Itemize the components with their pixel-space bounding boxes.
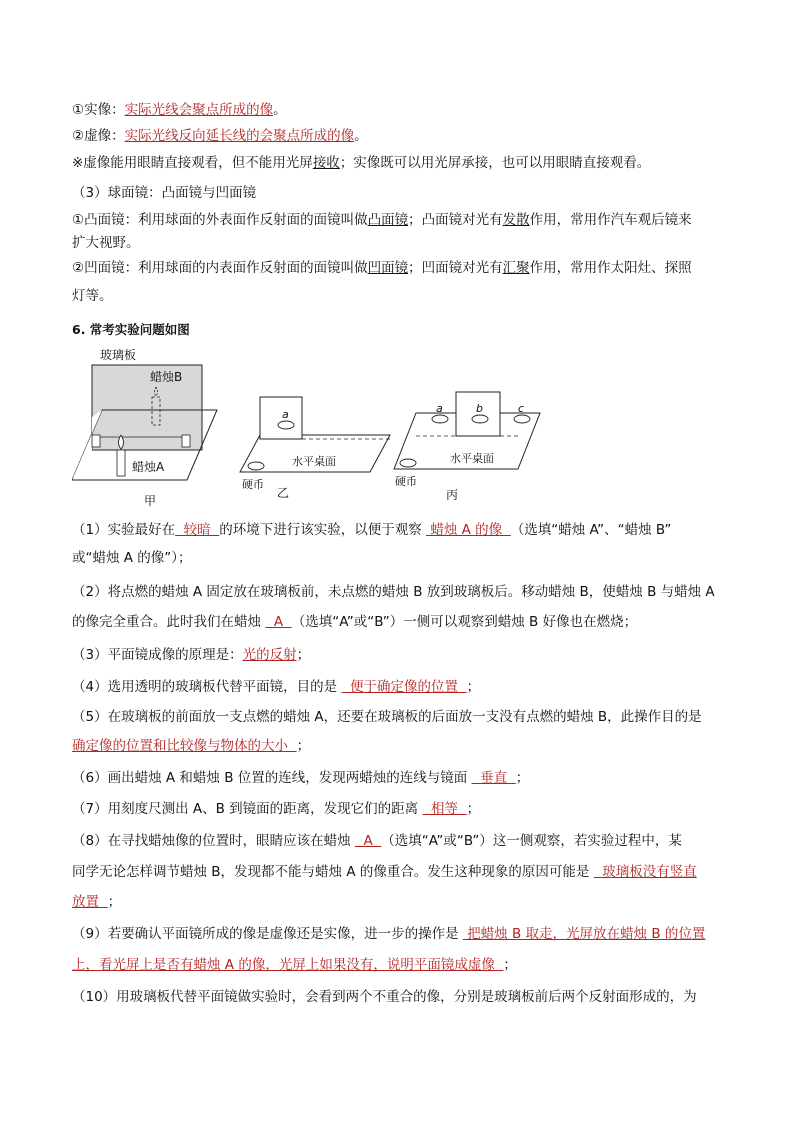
punct: 。	[354, 128, 368, 144]
glass-plate-yi	[260, 397, 302, 439]
label-candle-b: 蜡烛B	[150, 370, 183, 384]
answer-3: 光的反射	[242, 647, 297, 663]
spherical-heading: （3）球面镜：凸面镜与凹面镜	[72, 185, 257, 201]
concave-text: ②凹面镜：利用球面的内表面作反射面的面镜叫做	[72, 260, 368, 276]
answer-1b: 蜡烛 A 的像	[426, 522, 511, 538]
coin-a	[432, 415, 448, 423]
q-text: （4）选用透明的玻璃板代替平面镜，目的是	[72, 679, 342, 695]
q-text: 的像完全重合。此时我们在蜡烛	[72, 614, 266, 630]
question-1	[72, 520, 671, 540]
question-8-line3	[72, 892, 121, 912]
answer-8a: A	[354, 833, 382, 849]
concave-line	[72, 258, 692, 278]
question-3	[72, 645, 310, 665]
question-6	[72, 768, 529, 788]
q-text: 的环境下进行该实验，以便于观察	[219, 522, 427, 538]
clip-right	[182, 435, 190, 447]
q-text: （选填“A”或“B”）一侧可以观察到蜡烛 B 好像也在燃烧；	[291, 614, 638, 630]
candle-a-icon	[117, 450, 125, 476]
q-text: （6）画出蜡烛 A 和蜡烛 B 位置的连线，发现两蜡烛的连线与镜面	[72, 770, 472, 786]
convex-text: ；凸面镜对光有	[408, 212, 503, 228]
answer-7: 相等	[422, 801, 467, 817]
label-coin-yi: 硬币	[242, 478, 264, 491]
caption-jia: 甲	[144, 494, 157, 508]
label-a-yi: a	[282, 408, 289, 421]
question-5: （5）在玻璃板的前面放一支点燃的蜡烛 A，还要在玻璃板的后面放一支没有点燃的蜡烛 B，此操作目的是	[72, 709, 702, 725]
answer-4: 便于确定像的位置	[341, 679, 467, 695]
question-2: （2）将点燃的蜡烛 A 固定放在玻璃板前，未点燃的蜡烛 B 放到玻璃板后。移动蜡烛 B，使蜡烛 B 与蜡烛 A	[72, 584, 715, 600]
q-text: ；	[466, 801, 481, 817]
label-candle-a: 蜡烛A	[132, 460, 165, 474]
label-b-bing: b	[476, 402, 483, 415]
virtual-image-answer: 实际光线反向延长线的会聚点所成的像	[124, 128, 355, 144]
real-image-answer: 实际光线会聚点所成的像	[124, 102, 274, 118]
answer-9-cont: 上，看光屏上是否有蜡烛 A 的像，光屏上如果没有，说明平面镜成虚像	[72, 957, 504, 973]
question-8-line2	[72, 862, 697, 882]
q-text: ；	[503, 957, 517, 973]
q-text: ；	[466, 679, 481, 695]
concave-line2: 灯等。	[72, 288, 113, 304]
concave-term: 凹面镜	[367, 260, 409, 276]
question-9	[72, 924, 705, 944]
figure-svg	[72, 345, 542, 510]
label-glass-board: 玻璃板	[100, 348, 137, 362]
question-7	[72, 799, 480, 819]
answer-8b: 玻璃板没有竖直	[593, 864, 697, 880]
caption-bing: 丙	[446, 488, 459, 502]
question-10: （10）用玻璃板代替平面镜做实验时，会看到两个不重合的像，分别是玻璃板前后两个反射面形成的，为	[72, 989, 697, 1005]
answer-8b-cont: 放置	[72, 894, 108, 910]
q-text: （选填“蜡烛 A”、“蜡烛 B”	[510, 522, 672, 538]
label-table-yi: 水平桌面	[292, 455, 336, 468]
answer-2: A	[265, 614, 292, 630]
question-9-line2	[72, 955, 517, 975]
answer-9: 把蜡烛 B 取走，光屏放在蜡烛 B 的位置	[462, 926, 706, 942]
convex-text: ①凸面镜：利用球面的外表面作反射面的面镜叫做	[72, 212, 368, 228]
question-1-line2: 或“蜡烛 A 的像”）；	[72, 550, 192, 566]
q-text: （8）在寻找蜡烛像的位置时，眼睛应该在蜡烛	[72, 833, 355, 849]
q-text: ；	[107, 894, 122, 910]
q-text: ；	[296, 738, 311, 754]
question-4	[72, 677, 480, 697]
q-text: （1）实验最好在	[72, 522, 176, 538]
figure-jia	[72, 347, 217, 508]
q-text: （7）用刻度尺测出 A、B 到镜面的距离，发现它们的距离	[72, 801, 423, 817]
virtual-image-label: ②虚像：	[72, 128, 125, 144]
figure-bing	[394, 392, 540, 502]
section-6-title: 6. 常考实验问题如图	[72, 322, 190, 337]
answer-5: 确定像的位置和比较像与物体的大小	[72, 738, 297, 754]
real-image-line	[72, 100, 287, 120]
question-2-line2	[72, 612, 637, 632]
punct: 。	[273, 102, 287, 118]
note-text: ※虚像能用眼睛直接观看，但不能用光屏	[72, 155, 313, 171]
convex-effect: 发散	[502, 212, 530, 228]
q-text: （3）平面镜成像的原理是：	[72, 647, 243, 663]
q-text: ；	[296, 647, 311, 663]
experiment-figure	[72, 345, 542, 510]
concave-text: ；凹面镜对光有	[408, 260, 503, 276]
caption-yi: 乙	[277, 486, 290, 500]
convex-line	[72, 210, 692, 230]
concave-effect: 汇聚	[502, 260, 530, 276]
convex-line2: 扩大视野。	[72, 235, 140, 251]
figure-yi	[240, 397, 390, 500]
question-5-line2	[72, 736, 310, 756]
q-text: （9）若要确认平面镜所成的像是虚像还是实像，进一步的操作是	[72, 926, 463, 942]
coin-yi	[248, 462, 264, 470]
note-keyword: 接收	[312, 155, 340, 171]
convex-term: 凸面镜	[367, 212, 409, 228]
real-image-label: ①实像：	[72, 102, 125, 118]
q-text: 同学无论怎样调节蜡烛 B，发现都不能与蜡烛 A 的像重合。发生这种现象的原因可能是	[72, 864, 594, 880]
label-coin-bing: 硬币	[395, 475, 417, 488]
question-8	[72, 831, 682, 851]
convex-text: 作用，常用作汽车观后镜来	[529, 212, 692, 228]
clip-left	[92, 435, 100, 447]
answer-6: 垂直	[471, 770, 516, 786]
label-table-bing: 水平桌面	[450, 452, 494, 465]
coin-c	[514, 415, 530, 423]
answer-1a: 较暗	[175, 522, 220, 538]
image-note-line	[72, 153, 650, 173]
virtual-image-line	[72, 126, 368, 146]
label-c-bing: c	[518, 402, 525, 415]
coin-bing	[400, 459, 416, 467]
q-text: （选填“A”或“B”）这一侧观察，若实验过程中，某	[381, 833, 682, 849]
q-text: ；	[515, 770, 530, 786]
note-text: ；实像既可以用光屏承接，也可以用眼睛直接观看。	[339, 155, 651, 171]
label-a-bing: a	[436, 402, 443, 415]
concave-text: 作用，常用作太阳灶、探照	[529, 260, 692, 276]
